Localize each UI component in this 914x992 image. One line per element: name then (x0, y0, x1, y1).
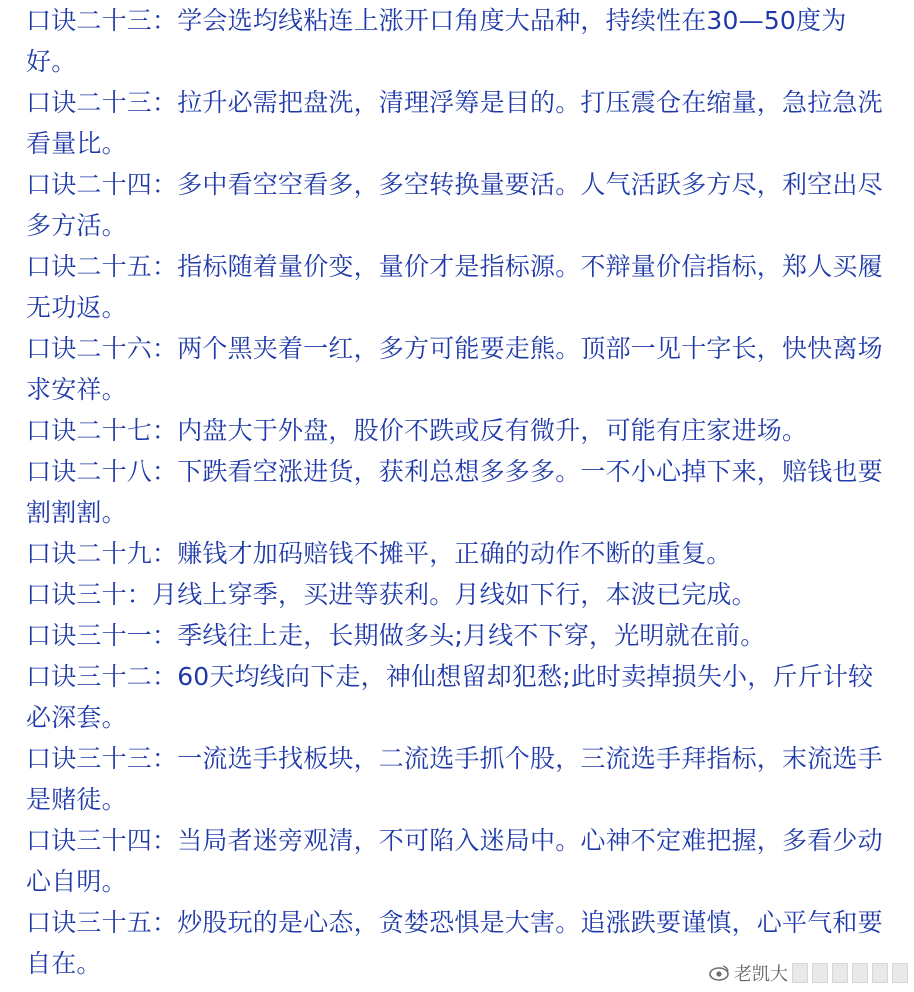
list-item: 口诀二十九：赚钱才加码赔钱不摊平，正确的动作不断的重复。 (26, 539, 732, 568)
list-item: 口诀三十三：一流选手找板块，二流选手抓个股，三流选手拜指标，末流选手是赌徒。 (26, 744, 883, 814)
list-item: 口诀三十一：季线往上走，长期做多头;月线不下穿，光明就在前。 (26, 621, 766, 650)
list-item: 口诀三十：月线上穿季，买进等获利。月线如下行，本波已完成。 (26, 580, 757, 609)
document-body (26, 0, 892, 984)
list-item: 口诀二十八：下跌看空涨进货，获利总想多多多。一不小心掉下来，赔钱也要割割割。 (26, 457, 883, 527)
list-item: 口诀二十三：拉升必需把盘洗，清理浮筹是目的。打压震仓在缩量，急拉急洗看量比。 (26, 88, 883, 158)
weibo-eye-icon (708, 962, 730, 984)
list-item: 口诀二十五：指标随着量价变，量价才是指标源。不辩量价信指标，郑人买履无功返。 (26, 252, 883, 322)
list-item: 口诀二十六：两个黑夹着一红，多方可能要走熊。顶部一见十字长，快快离场求安祥。 (26, 334, 883, 404)
list-item: 口诀三十二：60天均线向下走，神仙想留却犯愁;此时卖掉损失小，斤斤计较必深套。 (26, 662, 874, 732)
list-item: 口诀三十四：当局者迷旁观清，不可陷入迷局中。心神不定难把握，多看少动心自明。 (26, 826, 883, 896)
watermark-blur (792, 963, 908, 983)
list-item: 口诀二十四：多中看空空看多，多空转换量要活。人气活跃多方尽，利空出尽多方活。 (26, 170, 883, 240)
list-item: 口诀二十三：学会选均线粘连上涨开口角度大品种，持续性在30—50度为好。 (26, 6, 847, 76)
watermark-text: 老凯大 (734, 964, 788, 985)
watermark (708, 960, 908, 986)
list-item: 口诀三十五：炒股玩的是心态，贪婪恐惧是大害。追涨跌要谨慎，心平气和要自在。 (26, 908, 883, 978)
list-item: 口诀二十七：内盘大于外盘，股价不跌或反有微升，可能有庄家进场。 (26, 416, 808, 445)
